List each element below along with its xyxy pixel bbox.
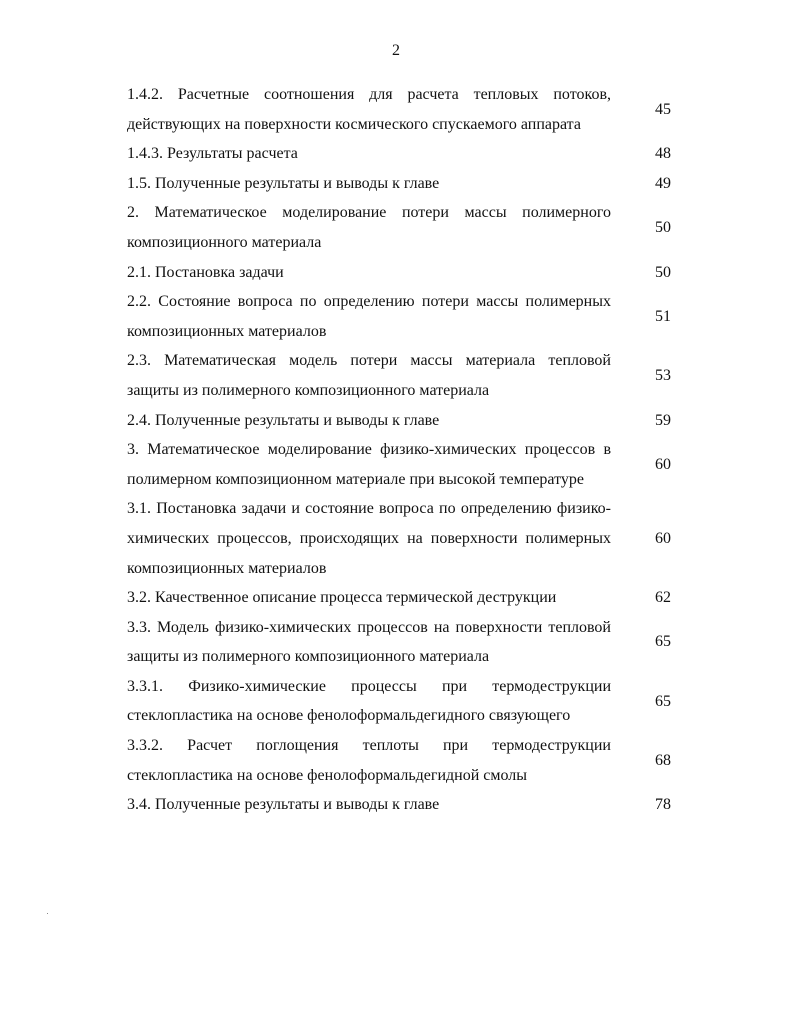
- toc-entry-title: 3.3.2. Расчет поглощения теплоты при термодеструкции стеклопластика на основе фенолоформальдегидной смолы: [127, 737, 611, 784]
- toc-entry-page: 62: [655, 589, 671, 607]
- scan-speck: [47, 913, 48, 914]
- toc-entry-page: 48: [655, 145, 671, 163]
- toc-entry: [127, 790, 687, 820]
- toc-entry-title: 3. Математическое моделирование физико-химических процессов в полимерном композиционном материале при высокой температуре: [127, 441, 611, 488]
- toc-entry: [127, 258, 687, 288]
- toc-entry-page: 68: [655, 751, 671, 769]
- toc-entry-page: 45: [655, 100, 671, 118]
- toc-entry-page: 50: [655, 263, 671, 281]
- toc-entry-page: 65: [655, 633, 671, 651]
- toc-entry: [127, 198, 687, 257]
- toc-entry-page: 60: [655, 455, 671, 473]
- toc-entry-page: 51: [655, 307, 671, 325]
- toc-entry: [127, 139, 687, 169]
- toc-entry-page: 59: [655, 411, 671, 429]
- toc-entry-title: 3.2. Качественное описание процесса термической деструкции: [127, 589, 557, 607]
- toc-entry: [127, 494, 687, 583]
- toc-entry-title: 1.4.2. Расчетные соотношения для расчета тепловых потоков, действующих на поверхности космического спускаемого аппарата: [127, 86, 611, 133]
- toc-entry-title: 3.1. Постановка задачи и состояние вопроса по определению физико-химических процессов, происходящих на поверхности полимерных композиционных материалов: [127, 500, 611, 577]
- toc-entry: [127, 613, 687, 672]
- page-number: 2: [392, 42, 400, 59]
- toc-entry-title: 3.3.1. Физико-химические процессы при термодеструкции стеклопластика на основе фенолоформальдегидного связующего: [127, 677, 611, 725]
- toc-entry-page: 49: [655, 174, 671, 192]
- toc-entry-page: 65: [655, 692, 671, 710]
- toc-entry: [127, 435, 687, 494]
- toc-entry: [127, 672, 687, 731]
- toc-entry-title: 2.3. Математическая модель потери массы материала тепловой защиты из полимерного композиционного материала: [127, 352, 611, 399]
- toc-entry: [127, 346, 687, 405]
- table-of-contents: [127, 80, 687, 820]
- toc-entry-title: 3.3. Модель физико-химических процессов на поверхности тепловой защиты из полимерного композиционного материала: [127, 618, 611, 666]
- toc-entry-title: 2.2. Состояние вопроса по определению потери массы полимерных композиционных материалов: [127, 293, 611, 340]
- toc-entry-page: 60: [655, 529, 671, 547]
- toc-entry-title: 1.5. Полученные результаты и выводы к главе: [127, 174, 440, 192]
- toc-entry: [127, 80, 687, 139]
- toc-entry-title: 2.4. Полученные результаты и выводы к главе: [127, 411, 440, 429]
- toc-entry-title: 2.1. Постановка задачи: [127, 263, 284, 281]
- toc-entry: [127, 406, 687, 436]
- toc-entry-title: 3.4. Полученные результаты и выводы к главе: [127, 796, 440, 814]
- toc-entry-page: 78: [655, 796, 671, 814]
- toc-entry: [127, 169, 687, 199]
- toc-entry-title: 2. Математическое моделирование потери массы полимерного композиционного материала: [127, 204, 611, 251]
- toc-entry: [127, 583, 687, 613]
- toc-entry-page: 53: [655, 367, 671, 385]
- toc-entry-title: 1.4.3. Результаты расчета: [127, 145, 298, 163]
- toc-entry-page: 50: [655, 219, 671, 237]
- toc-entry: [127, 731, 687, 790]
- toc-entry: [127, 287, 687, 346]
